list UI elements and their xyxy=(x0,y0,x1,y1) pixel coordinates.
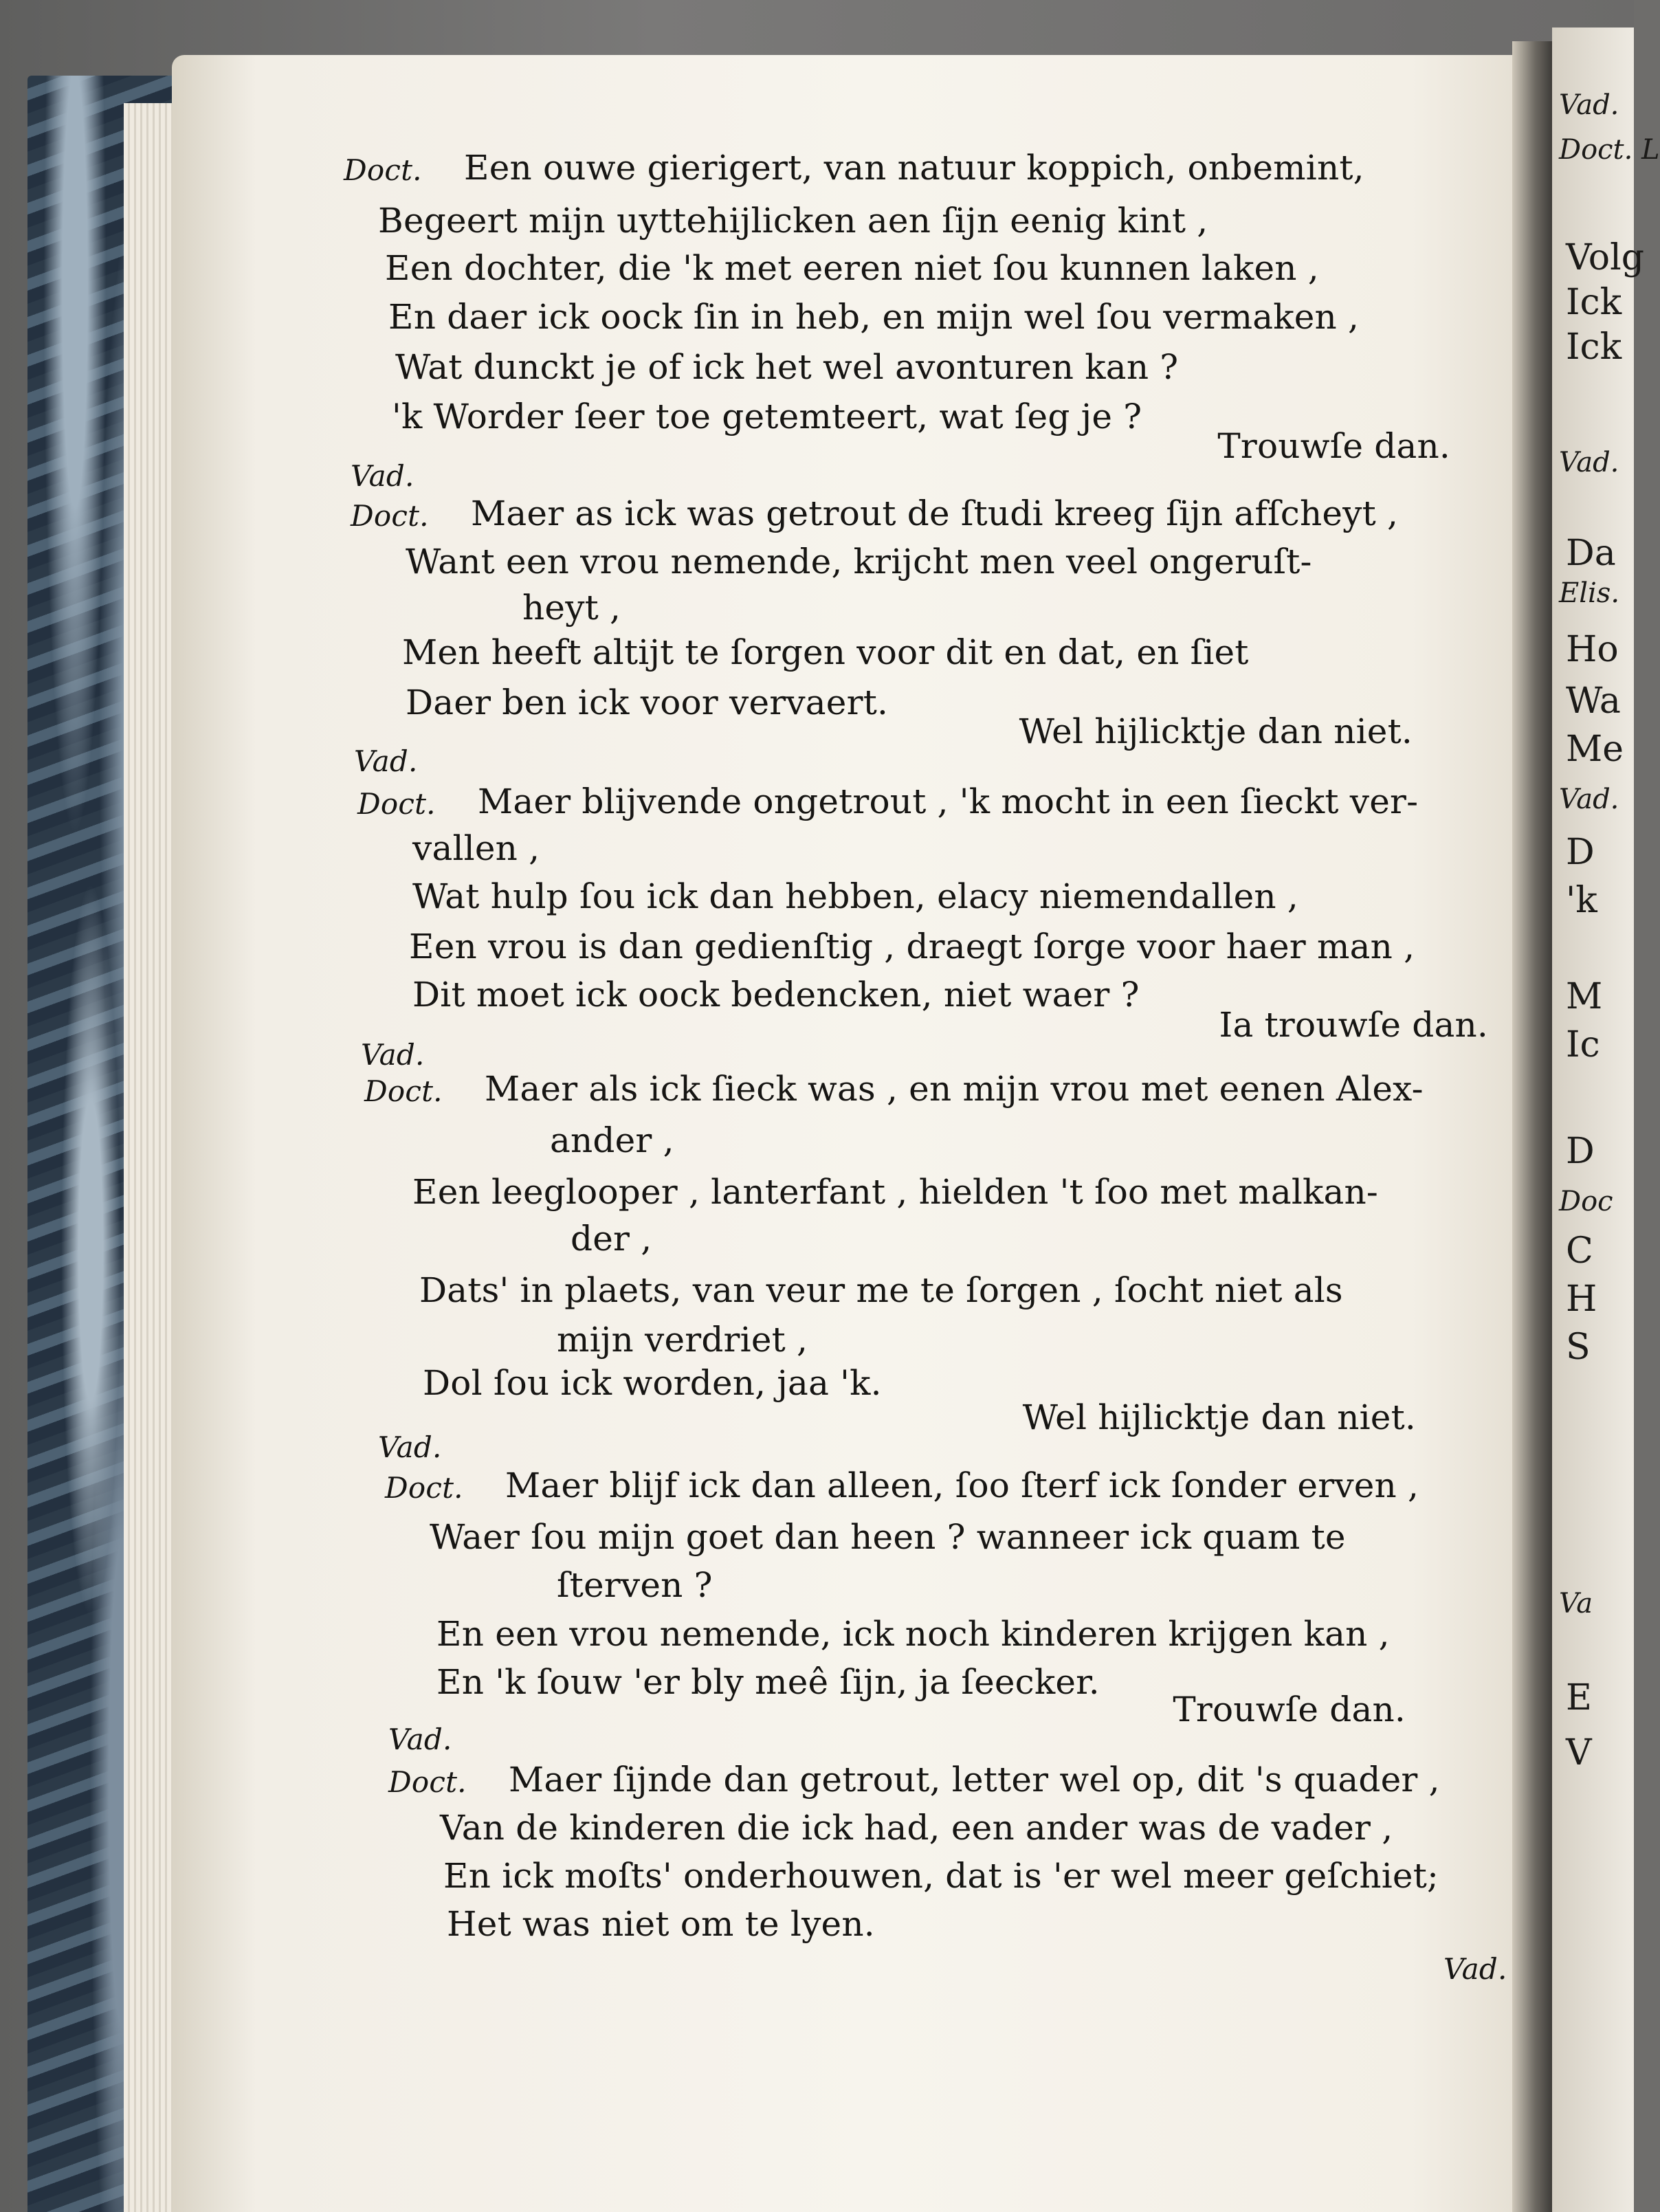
verse-line: En 'k ſouw 'er bly meê ſijn, ja ſeecker. xyxy=(436,1662,1100,1702)
speaker-label: Vad. xyxy=(361,1038,425,1072)
verse-line: En een vrou nemende, ick noch kinderen krijgen kan , xyxy=(436,1614,1390,1654)
speaker-label: Doct. xyxy=(351,499,429,533)
facing-page-text: E xyxy=(1566,1677,1592,1718)
verse-line: 'k Worder ſeer toe getemteert, wat ſeg je ? xyxy=(392,397,1142,436)
speaker-label: Vad. xyxy=(388,1723,452,1756)
verse-line: heyt , xyxy=(522,588,621,628)
verse-line: Ia trouwſe dan. xyxy=(1219,1005,1488,1045)
facing-page-text: S xyxy=(1566,1327,1591,1368)
facing-page-text: Vad. xyxy=(1559,784,1619,815)
catchword: Vad. xyxy=(1443,1952,1507,1986)
verse-line: Waer ſou mijn goet dan heen ? wanneer ick quam te xyxy=(430,1517,1346,1557)
facing-page-text: Vad. xyxy=(1559,89,1619,121)
facing-page-text: C xyxy=(1566,1230,1593,1272)
verse-line: En ick moſts' onderhouwen, dat is 'er wel meer geſchiet; xyxy=(443,1856,1439,1896)
verse-line: Een dochter, die 'k met eeren niet ſou kunnen laken , xyxy=(385,248,1319,288)
facing-page-text: Elis. xyxy=(1559,577,1620,609)
facing-page-text: Ho xyxy=(1566,629,1619,670)
verse-line: Maer blijf ick dan alleen, ſoo ſterf ick ſonder erven , xyxy=(505,1466,1419,1505)
facing-page-text: V xyxy=(1566,1732,1592,1773)
verse-line: ſterven ? xyxy=(557,1565,713,1605)
verse-line: Trouwſe dan. xyxy=(1217,426,1450,466)
verse-line: Men heeft altijt te ſorgen voor dit en dat, en ſiet xyxy=(402,632,1249,672)
facing-page-text: Vad. xyxy=(1559,447,1619,478)
verse-line: Dit moet ick oock bedencken, niet waer ? xyxy=(412,975,1140,1015)
verse-line: der , xyxy=(571,1219,652,1259)
verse-line: Maer ſijnde dan getrout, letter wel op, dit 's quader , xyxy=(509,1760,1440,1800)
facing-page-text: Va xyxy=(1559,1588,1593,1619)
speaker-label: Doct. xyxy=(364,1074,443,1108)
verse-line: Want een vrou nemende, krijcht men veel ongeruſt- xyxy=(406,542,1312,582)
speaker-label: Doct. xyxy=(344,153,422,187)
speaker-label: Vad. xyxy=(354,744,418,778)
verse-line: Het was niet om te lyen. xyxy=(447,1904,875,1944)
verse-line: Begeert mijn uyttehijlicken aen ſijn eenig kint , xyxy=(378,201,1208,241)
facing-page-text: Ic xyxy=(1566,1024,1600,1065)
speaker-label: Doct. xyxy=(385,1471,463,1505)
verse-line: Trouwſe dan. xyxy=(1173,1690,1406,1729)
speaker-label: Vad. xyxy=(351,459,414,493)
facing-page-fragment xyxy=(1552,27,1660,2212)
verse-line: Maer als ick ſieck was , en mijn vrou met eenen Alex- xyxy=(485,1069,1424,1109)
verse-line: Maer blijvende ongetrout , 'k mocht in een ſieckt ver- xyxy=(478,782,1419,821)
facing-page-text: M xyxy=(1566,976,1603,1017)
speaker-label: Doct. xyxy=(357,787,436,821)
facing-page-text: D xyxy=(1566,832,1595,873)
facing-page-text: 'k xyxy=(1566,880,1597,921)
verse-line: Dol ſou ick worden, jaa 'k. xyxy=(423,1363,882,1403)
facing-page-text: Wa xyxy=(1566,681,1621,722)
facing-page-text: Ick xyxy=(1566,327,1622,368)
facing-page-text: Volg xyxy=(1566,237,1645,278)
facing-page-text: H xyxy=(1566,1279,1597,1320)
verse-line: Wat hulp ſou ick dan hebben, elacy niemendallen , xyxy=(412,876,1299,916)
verse-line: Een leeglooper , lanterfant , hielden 't ſoo met malkan- xyxy=(412,1172,1379,1212)
verse-line: Maer as ick was getrout de ſtudi kreeg ſijn afſcheyt , xyxy=(471,494,1399,533)
facing-page-text: Doct. L xyxy=(1559,134,1660,166)
verse-line: vallen , xyxy=(412,828,540,868)
verse-line: Een ouwe gierigert, van natuur koppich, onbemint, xyxy=(464,148,1364,188)
verse-line: mijn verdriet , xyxy=(557,1320,808,1360)
verse-line: Wel hijlicktje dan niet. xyxy=(1019,711,1413,751)
verse-line: Dats' in plaets, van veur me te ſorgen , ſocht niet als xyxy=(419,1270,1343,1310)
book-gutter xyxy=(1512,41,1553,2212)
verse-line: Wel hijlicktje dan niet. xyxy=(1022,1397,1416,1437)
speaker-label: Doct. xyxy=(388,1765,467,1799)
facing-page-text: D xyxy=(1566,1131,1595,1172)
verse-line: Van de kinderen die ick had, een ander was de vader , xyxy=(440,1808,1393,1848)
facing-page-text: Ick xyxy=(1566,282,1622,323)
verse-line: Daer ben ick voor vervaert. xyxy=(406,683,889,722)
facing-page-text: Da xyxy=(1566,533,1616,574)
verse-line: En daer ick oock ſin in heb, en mijn wel ſou vermaken , xyxy=(388,297,1360,337)
facing-page-text: Doc xyxy=(1559,1186,1613,1217)
verse-line: Een vrou is dan gedienſtig , draegt ſorge voor haer man , xyxy=(409,927,1415,966)
verse-line: ander , xyxy=(550,1120,674,1160)
speaker-label: Vad. xyxy=(378,1430,442,1464)
verse-line: Wat dunckt je of ick het wel avonturen kan ? xyxy=(395,347,1179,387)
facing-page-text: Me xyxy=(1566,729,1624,770)
